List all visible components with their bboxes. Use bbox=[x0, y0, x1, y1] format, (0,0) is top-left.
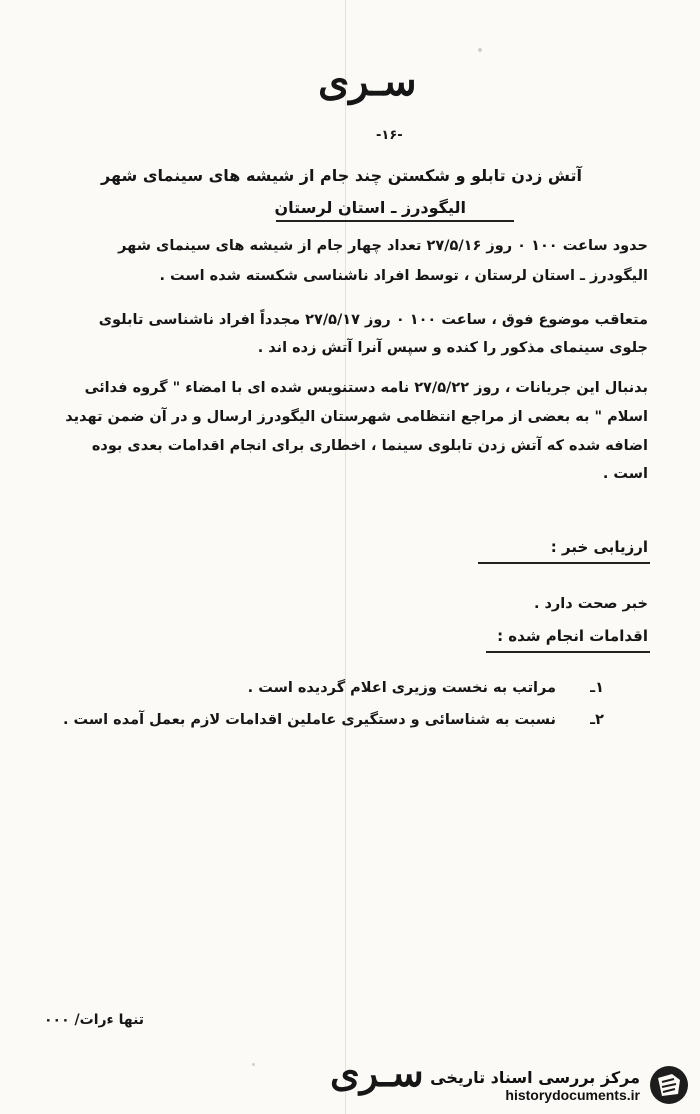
copies-note: تنها ءرات/ ۰۰۰ bbox=[44, 1012, 145, 1028]
evaluation-text: خبر صحت دارد . bbox=[533, 596, 648, 612]
title-underline bbox=[276, 220, 514, 222]
title-line-2: الیگودرز ـ استان لرستان bbox=[274, 198, 466, 217]
evaluation-heading: ارزیابی خبر : bbox=[550, 538, 648, 556]
body-line: الیگودرز ـ استان لرستان ، توسط افراد ناشناسی شکسته شده است . bbox=[159, 268, 648, 284]
evaluation-underline bbox=[478, 562, 650, 564]
actions-heading: اقدامات انجام شده : bbox=[497, 627, 648, 645]
body-line: اسلام " به بعضی از مراجع انتظامی شهرستان الیگودرز ارسال و در آن ضمن تهدید bbox=[65, 409, 648, 425]
body-line: جلوی سینمای مذکور را کنده و سپس آنرا آتش زده اند . bbox=[257, 340, 648, 356]
action-item-2-number: ۲ـ bbox=[590, 712, 604, 728]
classification-bottom: سـری bbox=[330, 1050, 424, 1095]
paper-speck bbox=[252, 1063, 255, 1066]
paper-speck bbox=[478, 48, 482, 52]
title-line-1: آتش زدن تابلو و شکستن چند جام از شیشه های سینمای شهر bbox=[101, 166, 582, 185]
action-item-1-text: مراتب به نخست وزیری اعلام گردیده است . bbox=[247, 680, 556, 696]
watermark-name: مرکز بررسی اسناد تاریخی bbox=[430, 1067, 640, 1087]
action-item-1-number: ۱ـ bbox=[590, 680, 604, 696]
page-number: -۱۶- bbox=[376, 128, 403, 143]
body-line: اضافه شده که آتش زدن تابلوی سینما ، اخطاری برای انجام اقدامات بعدی بوده bbox=[91, 438, 648, 454]
watermark-text bbox=[430, 1068, 640, 1103]
archive-logo-icon bbox=[648, 1064, 690, 1106]
watermark-url: historydocuments.ir bbox=[505, 1086, 640, 1103]
classification-top: سـری bbox=[318, 58, 417, 105]
archive-watermark bbox=[430, 1064, 690, 1106]
body-line: است . bbox=[602, 466, 648, 482]
actions-underline bbox=[486, 651, 650, 653]
body-line: حدود ساعت ۱۰۰ ۰ روز ۲۷/۵/۱۶ تعداد چهار جام از شیشه های سینمای شهر bbox=[118, 238, 648, 254]
body-line: بدنبال این جریانات ، روز ۲۷/۵/۲۲ نامه دستنویس شده ای با امضاء " گروه فدائی bbox=[84, 380, 648, 396]
action-item-2-text: نسبت به شناسائی و دستگیری عاملین اقدامات لازم بعمل آمده است . bbox=[62, 712, 556, 728]
body-line: متعاقب موضوع فوق ، ساعت ۱۰۰ ۰ روز ۲۷/۵/۱۷ مجدداً افراد ناشناسی تابلوی bbox=[98, 312, 648, 328]
